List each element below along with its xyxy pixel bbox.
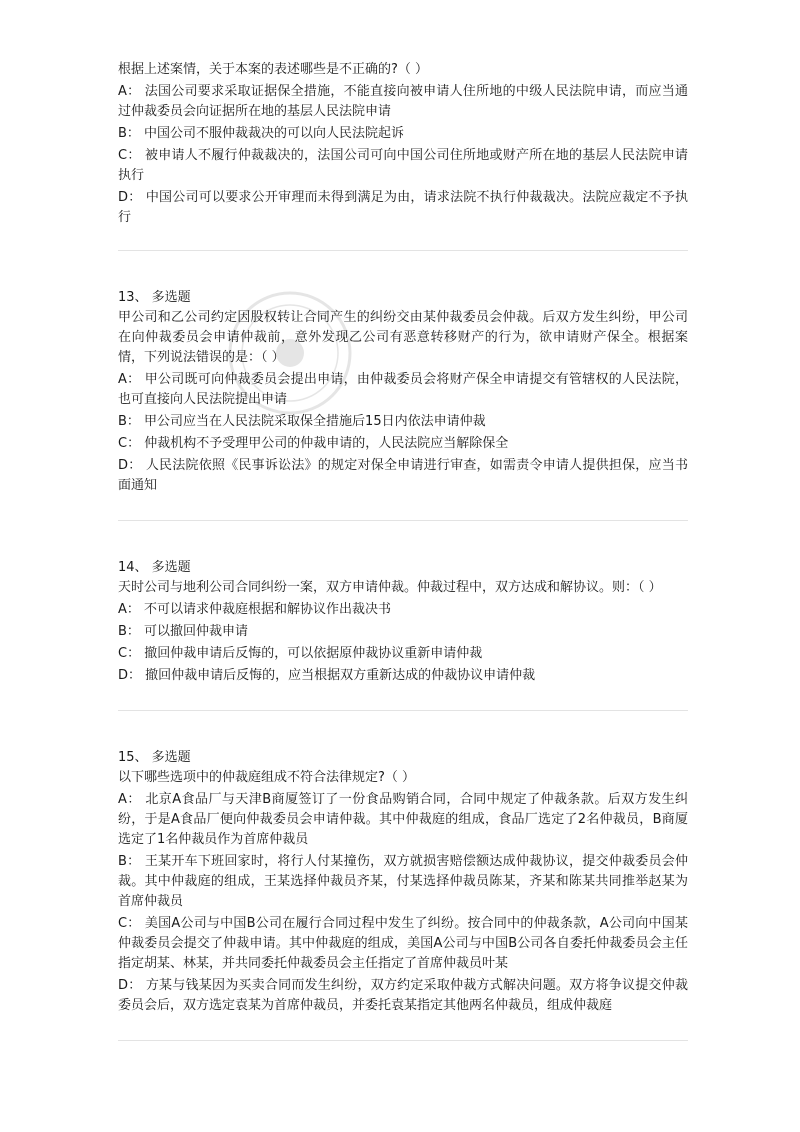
option-a: A： 不可以请求仲裁庭根据和解协议作出裁决书 (118, 602, 392, 617)
option-c: C： 被申请人不履行仲裁裁决的，法国公司可向中国公司住所地或财产所在地的基层人民法院申请执行 (118, 148, 688, 183)
option-b: B： 甲公司应当在人民法院采取保全措施后15日内依法申请仲裁 (118, 414, 486, 429)
question-header: 14、 多选题 (118, 560, 191, 575)
question-header: 13、 多选题 (118, 290, 191, 305)
question-stem: 以下哪些选项中的仲裁庭组成不符合法律规定?（ ） (118, 770, 416, 785)
option-c: C： 撤回仲裁申请后反悔的，可以依据原仲裁协议重新申请仲裁 (118, 646, 483, 661)
document-page (118, 60, 688, 1041)
question-stem: 天时公司与地利公司合同纠纷一案，双方申请仲裁。仲裁过程中，双方达成和解协议。则：（ ） (118, 580, 662, 595)
option-d: D： 人民法院依照《民事诉讼法》的规定对保全申请进行审查，如需责令申请人提供担保，应当书面通知 (118, 458, 688, 493)
option-c: C： 美国A公司与中国B公司在履行合同过程中发生了纠纷。按合同中的仲裁条款，A公司向中国某仲裁委员会提交了仲裁申请。其中仲裁庭的组成，美国A公司与中国B公司各自委托仲裁委员会主任指定胡某、林某，并共同委托仲裁委员会主任指定了首席仲裁员叶某 (118, 916, 688, 971)
divider (118, 1040, 688, 1041)
option-b: B： 中国公司不服仲裁裁决的可以向人民法院起诉 (118, 126, 405, 141)
question-13 (118, 251, 688, 520)
option-a: A： 北京A食品厂与天津B商厦签订了一份食品购销合同，合同中规定了仲裁条款。后双方发生纠纷，于是A食品厂便向仲裁委员会申请仲裁。其中仲裁庭的组成，食品厂选定了2名仲裁员，B商厦选定了1名仲裁员作为首席仲裁员 (118, 792, 688, 847)
option-a: A： 法国公司要求采取证据保全措施，不能直接向被申请人住所地的中级人民法院申请，而应当通过仲裁委员会向证据所在地的基层人民法院申请 (118, 84, 688, 119)
question-stem: 根据上述案情，关于本案的表述哪些是不正确的?（ ） (118, 62, 429, 77)
option-c: C： 仲裁机构不予受理甲公司的仲裁申请的，人民法院应当解除保全 (118, 436, 509, 451)
option-a: A： 甲公司既可向仲裁委员会提出申请，由仲裁委员会将财产保全申请提交有管辖权的人民法院，也可直接向人民法院提出申请 (118, 372, 688, 407)
option-d: D： 中国公司可以要求公开审理而未得到满足为由，请求法院不执行仲裁裁决。法院应裁定不予执行 (118, 190, 688, 225)
question-stem: 甲公司和乙公司约定因股权转让合同产生的纠纷交由某仲裁委员会仲裁。后双方发生纠纷，甲公司在向仲裁委员会申请仲裁前，意外发现乙公司有恶意转移财产的行为，欲申请财产保全。根据案情，下列说法错误的是：（ ） (118, 310, 688, 365)
option-b: B： 王某开车下班回家时，将行人付某撞伤，双方就损害赔偿额达成仲裁协议，提交仲裁委员会仲裁。其中仲裁庭的组成，王某选择仲裁员齐某，付某选择仲裁员陈某，齐某和陈某共同推举赵某为首席仲裁员 (118, 854, 688, 909)
question-header: 15、 多选题 (118, 750, 191, 765)
question-12 (118, 60, 688, 250)
question-14 (118, 521, 688, 710)
option-d: D： 方某与钱某因为买卖合同而发生纠纷，双方约定采取仲裁方式解决问题。双方将争议提交仲裁委员会后，双方选定袁某为首席仲裁员，并委托袁某指定其他两名仲裁员，组成仲裁庭 (118, 978, 688, 1013)
option-d: D： 撤回仲裁申请后反悔的，应当根据双方重新达成的仲裁协议申请仲裁 (118, 668, 536, 683)
option-b: B： 可以撤回仲裁申请 (118, 624, 249, 639)
question-15 (118, 711, 688, 1040)
